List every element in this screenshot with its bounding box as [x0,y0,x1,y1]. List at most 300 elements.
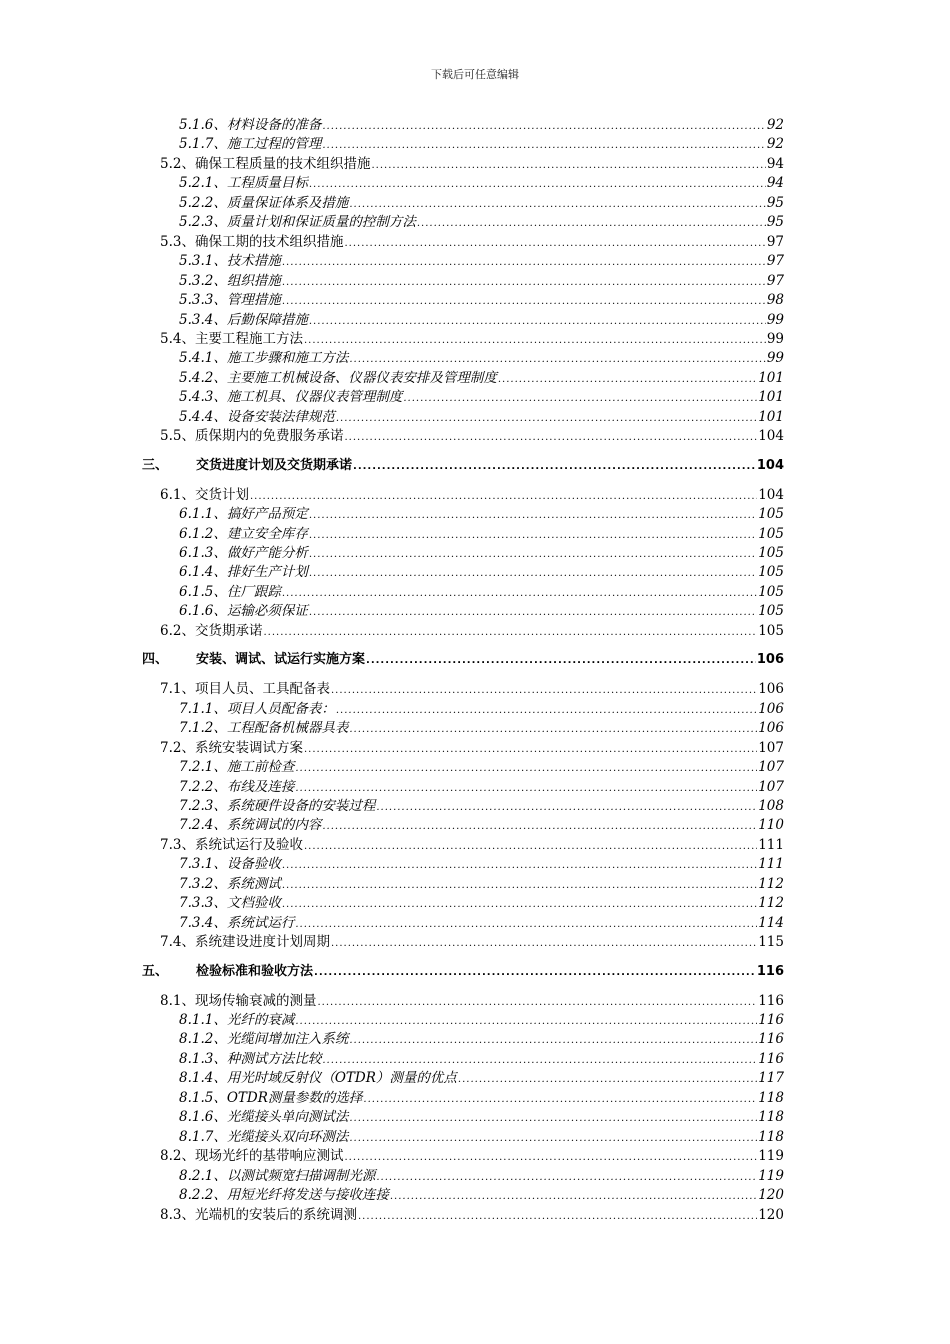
toc-page-number: 105 [758,603,784,620]
dot-leader [282,274,766,292]
toc-page-number: 115 [758,934,784,951]
toc-entry-title: 安装、调试、试运行实施方案 [196,652,366,668]
toc-entry-number: 8.1.6 [179,1109,214,1126]
toc-entry[interactable] [160,739,784,757]
toc-entry-separator: 、 [213,1031,227,1048]
toc-page-number: 97 [766,233,784,250]
toc-entry-separator: 、 [213,272,227,289]
toc-entry-title: 光缆接头单向测试法 [226,1109,349,1126]
dot-leader [282,877,757,895]
toc-page-number: 97 [766,272,784,289]
dot-leader [309,604,757,622]
toc-entry-title: 确保工期的技术组织措施 [194,233,344,250]
toc-entry-number: 6.1.3 [179,545,214,561]
dot-leader [282,293,766,311]
toc-entry-separator: 、 [213,369,227,386]
toc-entry-number: 5.3.2 [179,272,214,289]
toc-entry-separator: 、 [213,214,227,231]
toc-entry[interactable] [179,349,784,367]
toc-page-number: 107 [758,739,784,756]
toc-entry-title: 光纤的衰减 [226,1012,295,1028]
toc-entry-number: 8.1.5 [179,1089,214,1106]
toc-page-number: 95 [766,214,784,231]
toc-page-number: 105 [758,622,784,639]
toc-entry[interactable] [179,1069,784,1087]
toc-entry[interactable] [179,816,784,834]
toc-entry-title: 系统硬件设备的安装过程 [226,797,376,814]
toc-entry-title: 交货计划 [194,486,249,503]
toc-entry-title: 工程配备机械器具表 [226,720,349,737]
toc-entry-separator: 、 [181,739,195,756]
toc-page-number: 108 [758,797,784,814]
toc-entry[interactable] [160,427,784,445]
dot-leader [309,313,766,331]
toc-chapter-entry[interactable] [142,963,784,981]
dot-leader [309,507,757,525]
toc-page-number: 99 [766,350,784,367]
toc-entry-title: 以测试频宽扫描调制光源 [226,1167,376,1184]
toc-page-number: 106 [758,720,784,737]
toc-entry[interactable] [179,408,784,426]
toc-entry-number: 7.3.1 [179,856,214,873]
dot-leader [349,1110,757,1128]
toc-chapter-entry[interactable] [142,651,784,669]
toc-page-number: 97 [766,253,784,270]
toc-page-number: 114 [758,914,784,931]
dot-leader [282,857,757,875]
toc-entry-title: 交货进度计划及交货期承诺 [196,457,353,473]
toc-page-number: 119 [758,1167,784,1184]
toc-entry-number: 5.4.4 [179,408,214,425]
toc-entry[interactable] [179,174,784,192]
toc-entry-title: 光端机的安装后的系统调测 [194,1206,357,1223]
toc-entry[interactable] [179,311,784,329]
toc-entry-title: 做好产能分析 [226,545,308,561]
dot-leader [349,351,765,369]
toc-entry-number: 5.2 [160,155,182,172]
dot-leader [371,157,765,175]
toc-entry-number: 7.1 [160,681,182,698]
toc-page-number: 104 [758,428,784,445]
toc-entry-number: 5.3.3 [179,292,214,309]
toc-entry-separator: 、 [181,836,195,853]
toc-entry-separator: 、 [213,253,227,270]
toc-page-number: 116 [758,1031,784,1048]
toc-entry-number: 7.2.2 [179,778,214,795]
dot-leader [322,118,765,136]
dot-leader [336,702,757,720]
toc-entry-separator: 、 [213,350,227,367]
toc-entry-number: 7.1.1 [179,700,214,717]
toc-entry-separator: 、 [213,506,227,523]
toc-entry-title: 主要施工机械设备、仪器仪表安排及管理制度 [226,369,497,386]
toc-entry-separator: 、 [213,1128,227,1145]
toc-page-number: 94 [766,155,784,172]
toc-entry[interactable] [160,680,784,698]
dot-leader [304,332,766,350]
toc-page-number: 95 [766,194,784,211]
dot-leader [322,1052,757,1070]
toc-entry-title: 建立安全库存 [226,525,308,542]
toc-entry[interactable] [179,563,784,581]
toc-entry-title: 系统试运行 [226,914,295,931]
toc-page-number: 92 [766,136,784,153]
dot-leader [344,235,765,253]
dot-leader [363,1091,757,1109]
dot-leader [282,585,757,603]
dot-leader [250,488,757,506]
toc-entry-separator: 、 [213,117,227,133]
toc-entry-title: 设备验收 [226,856,281,873]
toc-entry-title: 管理措施 [226,292,281,309]
toc-entry-title: 主要工程施工方法 [194,330,303,347]
toc-page-number: 105 [758,583,784,600]
toc-entry-separator: 、 [213,700,227,717]
toc-entry[interactable] [179,1011,784,1029]
toc-entry-separator: 、 [213,136,227,153]
toc-entry-number: 5.2.1 [179,175,214,192]
toc-entry-number: 8.3 [160,1206,182,1223]
toc-page-number: 120 [758,1187,784,1204]
toc-entry-title: 光缆间增加注入系统 [226,1031,349,1048]
dot-leader [366,652,756,670]
toc-entry-separator: 、 [181,233,195,250]
toc-entry-title: 施工前检查 [226,759,295,776]
toc-entry[interactable] [179,272,784,290]
toc-entry-separator: 、 [213,817,227,834]
toc-entry-separator: 、 [213,194,227,211]
dot-leader [322,818,757,836]
toc-entry-number: 7.3.4 [179,914,214,931]
toc-page-number: 105 [758,545,784,561]
toc-entry[interactable] [179,194,784,212]
toc-entry-title: 住厂跟踪 [226,583,281,600]
toc-entry-title: 布线及连接 [226,778,295,795]
dot-leader [458,1071,757,1089]
toc-page-number: 116 [758,992,784,1009]
toc-entry-separator: 、 [213,1187,227,1204]
toc-entry-separator: 、 [181,622,195,639]
toc-entry[interactable] [179,1089,784,1107]
toc-page-number: 120 [758,1206,784,1223]
toc-entry[interactable] [179,583,784,601]
toc-entry-separator: 、 [213,720,227,737]
toc-entry[interactable] [179,252,784,270]
toc-entry-number: 8.1.1 [179,1012,214,1028]
toc-entry[interactable] [179,797,784,815]
toc-entry-separator: 、 [213,1050,227,1067]
toc-entry-number: 7.2.3 [179,797,214,814]
toc-entry-number: 5.4.1 [179,350,214,367]
toc-entry[interactable] [179,116,784,134]
toc-entry-title: 系统测试 [226,875,281,892]
dot-leader [314,964,756,982]
toc-entry-title: 项目人员配备表： [226,700,335,717]
toc-page-number: 105 [758,564,784,581]
toc-entry[interactable] [179,1030,784,1048]
toc-entry-title: 现场传输衰减的测量 [194,992,317,1009]
toc-entry-title: 现场光纤的基带响应测试 [194,1148,344,1165]
toc-entry[interactable] [160,992,784,1010]
toc-page-number: 118 [758,1128,784,1145]
toc-page-number: 107 [758,759,784,776]
toc-entry-number: 6.1 [160,486,182,503]
toc-entry-number: 8.1.3 [179,1050,214,1067]
toc-entry-number: 7.4 [160,934,182,951]
toc-entry[interactable] [160,933,784,951]
dot-leader [282,896,757,914]
toc-entry-separator: 、 [181,486,195,503]
toc-entry-separator: 、 [213,311,227,328]
dot-leader [331,935,757,953]
toc-entry-number: 6.1.6 [179,603,214,620]
toc-page-number: 119 [758,1148,784,1165]
toc-page-number: 116 [758,1012,784,1028]
toc-entry-number: 5.4.3 [179,389,214,406]
toc-entry-separator: 、 [213,856,227,873]
toc-entry-number: 5.3.1 [179,253,214,270]
toc-entry[interactable] [160,1206,784,1224]
toc-entry-title: 质量计划和保证质量的控制方法 [226,214,416,231]
toc-entry-title: 系统调试的内容 [226,817,322,834]
toc-entry[interactable] [179,388,784,406]
toc-entry-number: 8.2.1 [179,1167,214,1184]
toc-entry-title: 质量保证体系及措施 [226,194,349,211]
toc-entry-separator: 、 [181,1206,195,1223]
toc-entry-title: 施工机具、仪器仪表管理制度 [226,389,403,406]
toc-entry-separator: 、 [181,428,195,445]
toc-entry-number: 7.2.4 [179,817,214,834]
toc-entry-title: 搞好产品预定 [226,506,308,523]
toc-entry-number: 8.2.2 [179,1187,214,1204]
toc-entry-separator: 、 [181,330,195,347]
toc-page-number: 99 [766,311,784,328]
toc-entry[interactable] [179,291,784,309]
toc-entry-separator: 、 [213,759,227,776]
toc-entry-number: 5.5 [160,428,182,445]
toc-entry[interactable] [179,778,784,796]
toc-entry[interactable] [160,155,784,173]
toc-page-number: 105 [758,525,784,542]
toc-page-number: 106 [758,700,784,717]
toc-entry-title: 质保期内的免费服务承诺 [194,428,344,445]
dot-leader [390,1188,757,1206]
toc-entry[interactable] [160,622,784,640]
toc-entry-title: 交货期承诺 [194,622,263,639]
dot-leader [344,429,757,447]
toc-entry-separator: 、 [181,934,195,951]
toc-entry[interactable] [179,1186,784,1204]
dot-leader [358,1208,757,1226]
toc-page-number: 101 [758,408,784,425]
toc-entry-number: 5.3 [160,233,182,250]
toc-entry-separator: 、 [181,992,195,1009]
toc-entry[interactable] [179,213,784,231]
toc-entry-number: 五、 [142,963,169,979]
toc-entry-number: 7.3.2 [179,875,214,892]
toc-page-number: 116 [758,1050,784,1067]
toc-entry-number: 5.2.3 [179,214,214,231]
toc-entry-title: 工程质量目标 [226,175,308,192]
toc-entry-number: 5.4 [160,330,182,347]
toc-entry[interactable] [179,544,784,562]
toc-chapter-entry[interactable] [142,457,784,475]
toc-entry-separator: 、 [213,875,227,892]
toc-page-number: 101 [758,369,784,386]
toc-entry-number: 6.1.1 [179,506,214,523]
toc-entry-number: 8.1 [160,992,182,1009]
toc-entry-title: 运输必须保证 [226,603,308,620]
dot-leader [331,682,757,700]
toc-entry-number: 6.1.5 [179,583,214,600]
toc-entry-title: 排好生产计划 [226,564,308,581]
toc-entry-title: OTDR测量参数的选择 [226,1089,363,1106]
toc-entry-title: 文档验收 [226,895,281,912]
toc-entry-separator: 、 [213,564,227,581]
toc-entry[interactable] [160,330,784,348]
toc-entry[interactable] [179,719,784,737]
toc-entry-separator: 、 [213,797,227,814]
toc-page-number: 117 [758,1070,784,1087]
dot-leader [349,1130,757,1148]
dot-leader [349,1032,757,1050]
toc-page-number: 106 [756,652,784,668]
toc-entry-title: 用短光纤将发送与接收连接 [226,1187,389,1204]
toc-entry-title: 技术措施 [226,253,281,270]
toc-entry[interactable] [179,1050,784,1068]
toc-entry[interactable] [179,602,784,620]
toc-entry-separator: 、 [181,1148,195,1165]
toc-entry[interactable] [179,1108,784,1126]
toc-entry-separator: 、 [213,914,227,931]
toc-entry-title: 组织措施 [226,272,281,289]
dot-leader [403,390,757,408]
dot-leader [295,760,757,778]
toc-entry-number: 6.1.2 [179,525,214,542]
dot-leader [282,254,766,272]
toc-entry-separator: 、 [213,525,227,542]
toc-entry[interactable] [179,505,784,523]
dot-leader [295,1013,757,1031]
toc-entry-title: 施工步骤和施工方法 [226,350,349,367]
toc-page-number: 111 [758,856,784,873]
toc-page-number: 112 [758,875,784,892]
toc-entry[interactable] [179,700,784,718]
dot-leader [295,780,757,798]
toc-page-number: 92 [766,117,784,133]
toc-entry-number: 四、 [142,652,169,668]
dot-leader [376,799,757,817]
toc-page-number: 118 [758,1089,784,1106]
toc-entry[interactable] [160,1147,784,1165]
toc-page-number: 105 [758,506,784,523]
toc-entry-title: 系统试运行及验收 [194,836,303,853]
toc-entry-number: 8.1.2 [179,1031,214,1048]
toc-entry-title: 施工过程的管理 [226,136,322,153]
toc-entry-number: 7.3.3 [179,895,214,912]
toc-entry-separator: 、 [181,155,195,172]
toc-entry[interactable] [179,1167,784,1185]
toc-entry[interactable] [160,233,784,251]
dot-leader [344,1149,757,1167]
toc-entry[interactable] [179,1128,784,1146]
toc-entry-number: 7.1.2 [179,720,214,737]
toc-entry-number: 7.2.1 [179,759,214,776]
toc-entry[interactable] [179,369,784,387]
toc-entry-separator: 、 [213,292,227,309]
toc-page-number: 106 [758,681,784,698]
toc-entry-separator: 、 [213,1070,227,1087]
toc-entry-separator: 、 [213,175,227,192]
toc-entry[interactable] [179,875,784,893]
toc-page-number: 104 [758,486,784,503]
toc-entry-separator: 、 [213,603,227,620]
toc-entry[interactable] [179,758,784,776]
dot-leader [309,176,766,194]
toc-page-number: 112 [758,895,784,912]
toc-entry[interactable] [160,486,784,504]
dot-leader [349,721,757,739]
dot-leader [309,546,757,564]
toc-entry-number: 5.4.2 [179,369,214,386]
toc-entry[interactable] [160,836,784,854]
toc-entry-title: 材料设备的准备 [226,117,322,133]
toc-entry-number: 5.1.7 [179,136,214,153]
toc-entry-title: 系统安装调试方案 [194,739,303,756]
toc-entry-separator: 、 [213,408,227,425]
dot-leader [309,565,757,583]
toc-entry-number: 5.2.2 [179,194,214,211]
toc-entry-number: 7.2 [160,739,182,756]
toc-entry-separator: 、 [213,389,227,406]
toc-page-number: 116 [756,963,784,979]
dot-leader [322,137,765,155]
toc-entry-number: 5.3.4 [179,311,214,328]
toc-entry-separator: 、 [213,1089,227,1106]
toc-entry-number: 6.1.4 [179,564,214,581]
toc-entry-title: 确保工程质量的技术组织措施 [194,155,371,172]
page-header: 下载后可任意编辑 [431,68,519,81]
dot-leader [498,371,757,389]
toc-entry[interactable] [179,135,784,153]
toc-entry-separator: 、 [213,545,227,561]
dot-leader [304,741,757,759]
dot-leader [309,527,757,545]
toc-entry-title: 后勤保障措施 [226,311,308,328]
toc-entry-number: 8.2 [160,1148,182,1165]
toc-page-number: 99 [766,330,784,347]
toc-entry[interactable] [179,894,784,912]
toc-page-number: 110 [758,817,784,834]
toc-entry-number: 5.1.6 [179,117,214,133]
toc-entry-title: 种测试方法比较 [226,1050,322,1067]
dot-leader [317,994,757,1012]
toc-page-number: 104 [756,457,784,473]
toc-entry-separator: 、 [181,681,195,698]
toc-entry[interactable] [179,855,784,873]
toc-entry[interactable] [179,914,784,932]
toc-entry-title: 用光时域反射仪（OTDR）测量的优点 [226,1070,457,1087]
toc-entry-number: 6.2 [160,622,182,639]
toc-entry-separator: 、 [213,1012,227,1028]
toc-page-number: 94 [766,175,784,192]
toc-page-number: 101 [758,389,784,406]
toc-entry-title: 检验标准和验收方法 [196,963,314,979]
toc-entry[interactable] [179,525,784,543]
dot-leader [349,196,765,214]
toc-entry-number: 三、 [142,457,169,473]
toc-entry-separator: 、 [213,1109,227,1126]
